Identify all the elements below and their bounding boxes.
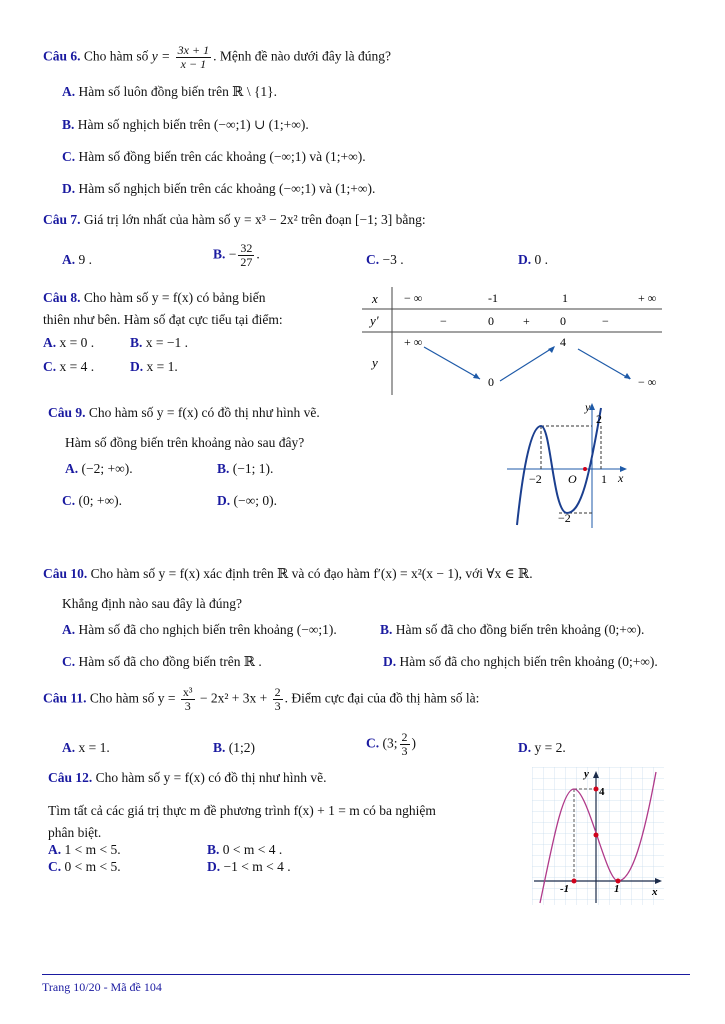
q8-label: Câu 8. bbox=[43, 290, 81, 305]
q12-stem-line3: phân biệt. bbox=[48, 825, 102, 840]
q10-stem-line2: Khẳng định nào sau đây là đúng? bbox=[62, 596, 242, 611]
q9-label: Câu 9. bbox=[48, 405, 86, 420]
q12-option-a[interactable]: A. 1 < m < 5. bbox=[48, 842, 121, 857]
q10-stem: Câu 10. Cho hàm số y = f(x) xác định trên ℝ và có đạo hàm f′(x) = x²(x − 1), với ∀x ∈ ℝ. bbox=[43, 566, 533, 581]
q10-option-c[interactable]: C. Hàm số đã cho đồng biến trên ℝ . bbox=[62, 654, 262, 669]
q9-origin-label: O bbox=[568, 472, 577, 486]
vt-x1: -1 bbox=[488, 291, 498, 305]
q12-y-label: y bbox=[584, 768, 589, 780]
q6-option-b[interactable]: B. Hàm số nghịch biến trên (−∞;1) ∪ (1;+∞). bbox=[62, 117, 309, 132]
q9-y-label: y bbox=[585, 400, 591, 414]
q6-label: Câu 6. bbox=[43, 48, 81, 64]
q7-option-a[interactable]: A. 9 . bbox=[62, 252, 92, 267]
q10-option-a[interactable]: A. Hàm số đã cho nghịch biến trên khoảng (−∞;1). bbox=[62, 622, 337, 637]
q12-x-label: x bbox=[652, 886, 658, 898]
q11-option-a[interactable]: A. x = 1. bbox=[62, 740, 110, 755]
vt-sign4: − bbox=[602, 314, 609, 328]
q9-option-d[interactable]: D. (−∞; 0). bbox=[217, 493, 277, 508]
vt-x3: + ∞ bbox=[638, 291, 657, 305]
q12-stem: Câu 12. Cho hàm số y = f(x) có đồ thị như hình vẽ. bbox=[48, 770, 327, 785]
q12-option-b[interactable]: B. 0 < m < 4 . bbox=[207, 842, 283, 857]
q12-y4-label: 4 bbox=[599, 786, 605, 798]
q9-option-c[interactable]: C. (0; +∞). bbox=[62, 493, 122, 508]
q12-stem-line2: Tìm tất cả các giá trị thực m đề phương trình f(x) + 1 = m có ba nghiệm bbox=[48, 803, 436, 818]
q6-option-d[interactable]: D. Hàm số nghịch biến trên các khoảng (−∞;1) và (1;+∞). bbox=[62, 181, 376, 196]
vt-yp-label: y' bbox=[370, 313, 379, 328]
q10-option-b[interactable]: B. Hàm số đã cho đồng biến trên khoảng (0;+∞). bbox=[380, 622, 645, 637]
q12-graph bbox=[532, 767, 664, 905]
q9-xneg-label: −2 bbox=[529, 472, 542, 486]
q8-option-a[interactable]: A. x = 0 . bbox=[43, 335, 95, 350]
vt-sign3: 0 bbox=[560, 314, 566, 328]
q11-label: Câu 11. bbox=[43, 690, 87, 706]
page-footer: Trang 10/20 - Mã đề 104 bbox=[42, 980, 162, 994]
q12-option-c[interactable]: C. 0 < m < 5. bbox=[48, 859, 121, 874]
vt-x0: − ∞ bbox=[404, 291, 423, 305]
vt-sign0: − bbox=[440, 314, 447, 328]
q6-option-a[interactable]: A. Hàm số luôn đồng biến trên ℝ \ {1}. bbox=[62, 84, 278, 99]
vt-x2: 1 bbox=[562, 291, 568, 305]
q6-stem: Câu 6. Cho hàm số y = $\frac{3x + 1}{x - 1}$ . Mệnh đề nào dưới đây là đúng? bbox=[43, 43, 391, 71]
q10-label: Câu 10. bbox=[43, 566, 88, 581]
q12-option-d[interactable]: D. −1 < m < 4 . bbox=[207, 859, 291, 874]
q7-option-b[interactable]: B. − $\frac{32}{27}$ . bbox=[213, 241, 260, 269]
q7-option-c[interactable]: C. −3 . bbox=[366, 252, 404, 267]
q8-stem: Câu 8. Cho hàm số y = f(x) có bảng biến bbox=[43, 290, 266, 305]
q8-stem-line2: thiên như bên. Hàm số đạt cực tiểu tại điểm: bbox=[43, 312, 283, 327]
vt-y-bot-mid: 0 bbox=[488, 375, 494, 389]
q9-stem-line2: Hàm số đồng biến trên khoảng nào sau đây? bbox=[65, 435, 305, 450]
vt-x-label: x bbox=[372, 291, 378, 306]
q8-option-c[interactable]: C. x = 4 . bbox=[43, 359, 95, 374]
variation-table bbox=[362, 287, 672, 397]
footer-divider bbox=[42, 974, 690, 975]
q6-option-c[interactable]: C. Hàm số đồng biến trên các khoảng (−∞;1) và (1;+∞). bbox=[62, 149, 366, 164]
q8-option-d[interactable]: D. x = 1. bbox=[130, 359, 178, 374]
q7-stem: Câu 7. Giá trị lớn nhất của hàm số y = x³ − 2x² trên đoạn [−1; 3] bằng: bbox=[43, 212, 426, 227]
q11-option-c[interactable]: C. (3; $\frac{2}{3}$ ) bbox=[366, 730, 416, 758]
vt-sign2: + bbox=[523, 314, 530, 328]
q9-option-a[interactable]: A. (−2; +∞). bbox=[65, 461, 133, 476]
q6-fraction: $\frac{3x + 1}{x - 1}$ bbox=[177, 43, 210, 71]
q11-option-d[interactable]: D. y = 2. bbox=[518, 740, 566, 755]
vt-y-label: y bbox=[372, 355, 378, 370]
q9-ymax-label: 2 bbox=[596, 412, 602, 426]
q9-stem: Câu 9. Cho hàm số y = f(x) có đồ thị như hình vẽ. bbox=[48, 405, 320, 420]
q12-xneg-label: -1 bbox=[560, 883, 570, 895]
q7-label: Câu 7. bbox=[43, 212, 81, 227]
q8-option-b[interactable]: B. x = −1 . bbox=[130, 335, 188, 350]
q9-option-b[interactable]: B. (−1; 1). bbox=[217, 461, 274, 476]
vt-y-top-left: + ∞ bbox=[404, 335, 423, 349]
q7-option-d[interactable]: D. 0 . bbox=[518, 252, 548, 267]
q9-x-label: x bbox=[618, 471, 624, 485]
q11-stem: Câu 11. Cho hàm số y = $\frac{\text{x³}}{3}$ − 2x² + 3x + $\frac{2}{3}$ . Điểm cực đại của đồ thị hàm số là: bbox=[43, 685, 480, 713]
q12-xpos-label: 1 bbox=[614, 883, 620, 895]
q9-xpos-label: 1 bbox=[601, 472, 607, 486]
vt-sign1: 0 bbox=[488, 314, 494, 328]
q9-ymin-label: −2 bbox=[558, 511, 571, 525]
vt-y-top-mid: 4 bbox=[560, 335, 566, 349]
q12-label: Câu 12. bbox=[48, 770, 93, 785]
q11-option-b[interactable]: B. (1;2) bbox=[213, 740, 256, 755]
q9-graph bbox=[505, 398, 630, 530]
vt-y-bot-right: − ∞ bbox=[638, 375, 657, 389]
q10-option-d[interactable]: D. Hàm số đã cho nghịch biến trên khoảng (0;+∞). bbox=[383, 654, 658, 669]
